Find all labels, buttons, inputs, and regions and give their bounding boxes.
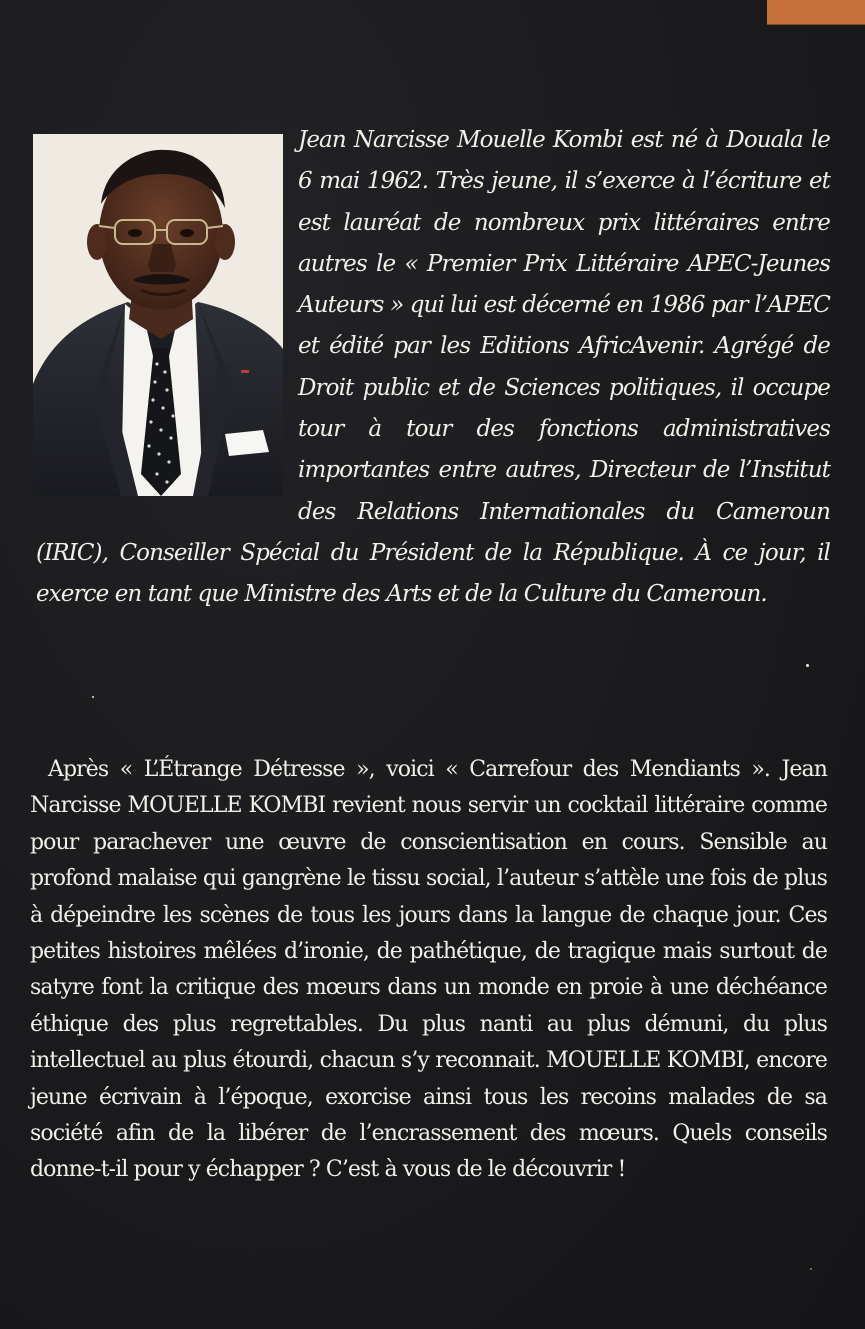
scan-speck [806, 664, 809, 667]
scan-speck [810, 1268, 812, 1270]
author-bio-text [36, 120, 830, 616]
scan-speck [92, 696, 94, 698]
corner-color-tab [767, 0, 865, 25]
photo-float-spacer [36, 120, 298, 504]
book-blurb-text: Après « L’Étrange Détresse », voici « Carrefour des Mendiants ». Jean Narcisse MOUELLE KOMBI revient nous servir un cocktail littéraire comme pour parachever une œuvre de conscientisation en cours. Sensible au profond malaise qui gangrène le tissu social, l’auteur s’attèle une fois de plus à dépeindre les scènes de tous les jours dans la langue de chaque jour. Ces petites histoires mêlées d’ironie, de pathétique, de tragique mais surtout de satyre font la critique des mœurs dans un monde en proie à une déchéance éthique des plus regrettables. Du plus nanti au plus démuni, du plus intellectuel au plus étourdi, chacun s’y reconnait. MOUELLE KOMBI, encore jeune écrivain à l’époque, exorcise ainsi tous les recoins malades de sa société afin de la libérer de l’encrassement des mœurs. Quels conseils donne-t-il pour y échapper ? C’est à vous de le découvrir ! [30, 757, 827, 1183]
author-bio: Jean Narcisse Mouelle Kombi est né à Douala le 6 mai 1962. Très jeune, il s’exerce à l’écriture et est lauréat de nombreux prix littéraires entre autres le « Premier Prix Littéraire APEC-Jeunes Auteurs » qui lui est décerné en 1986 par l’APEC et édité par les Editions AfricAvenir. Agrégé de Droit public et de Sciences politiques, il occupe tour à tour des fonctions administratives importantes entre autres, Directeur de l’Institut des Relations Internationales du Cameroun (IRIC), Conseiller Spécial du Président de la République. À ce jour, il exerce en tant que Ministre des Arts et de la Culture du Cameroun. [36, 127, 830, 608]
